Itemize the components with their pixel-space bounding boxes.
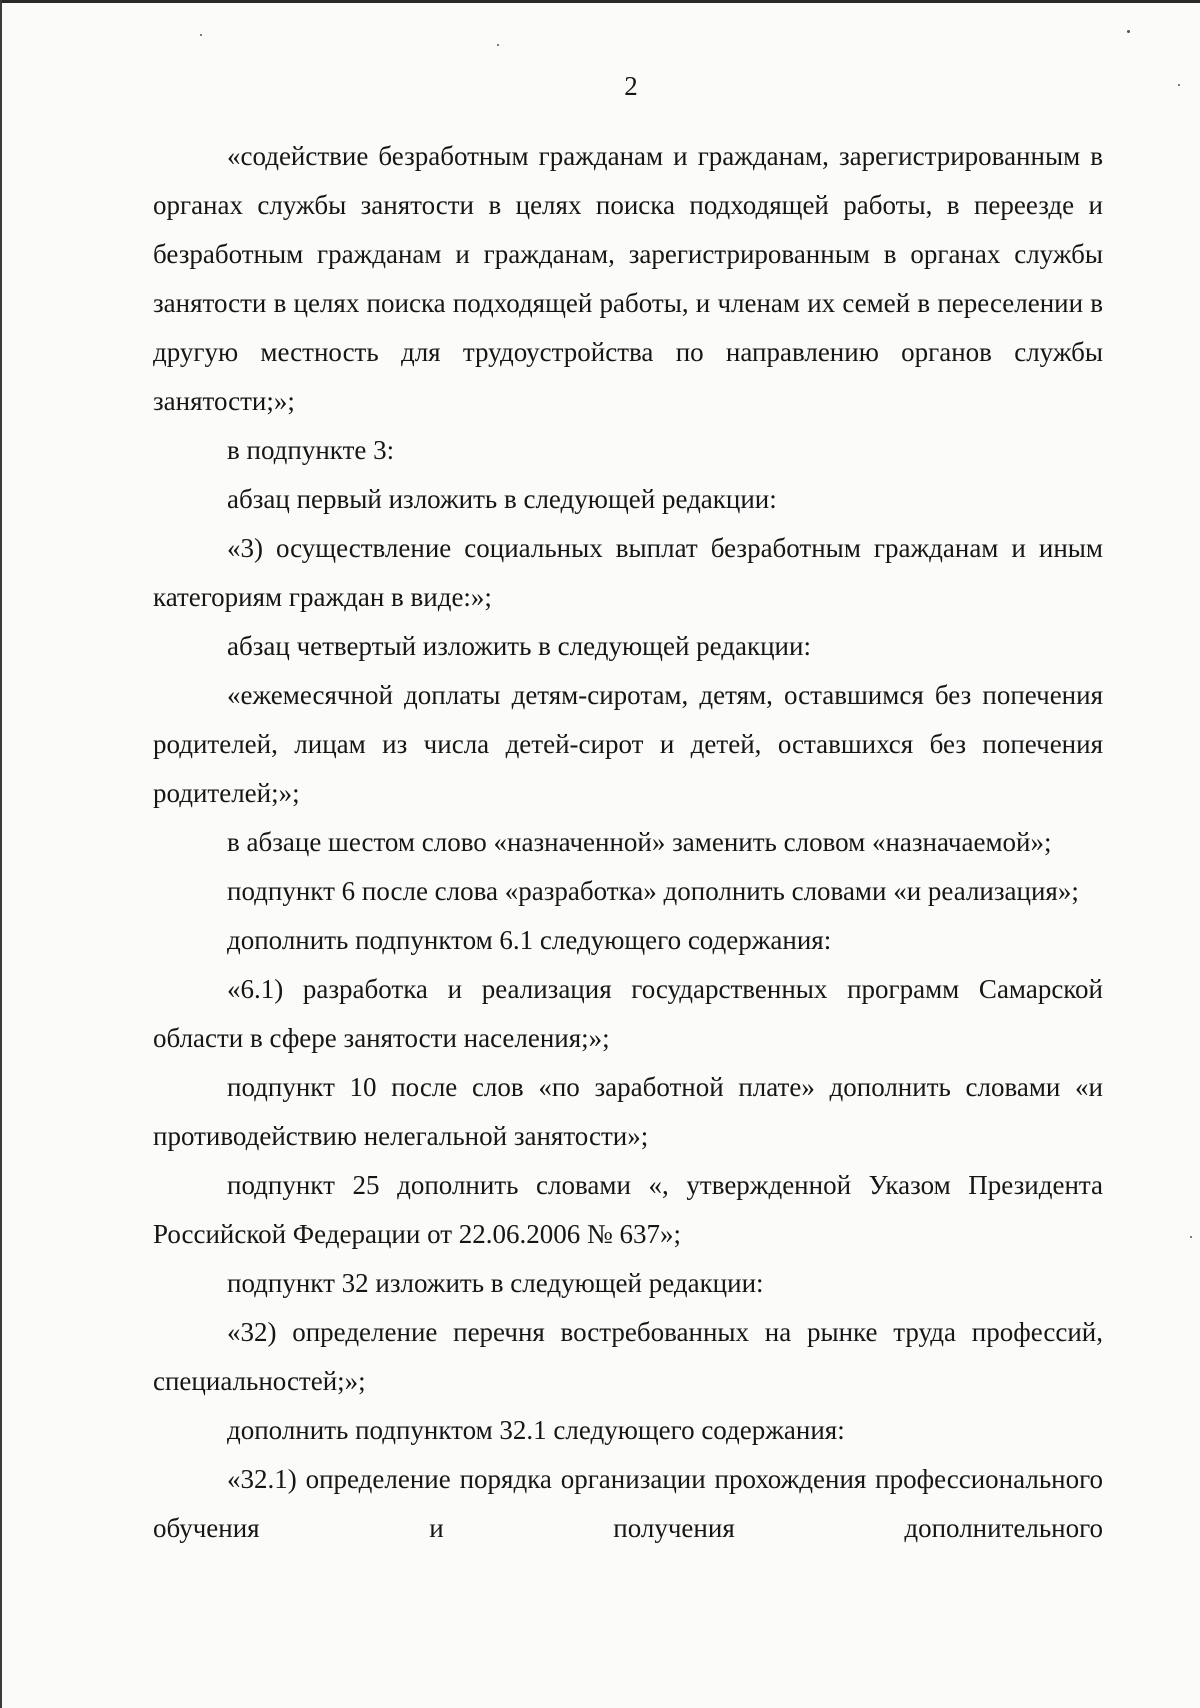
paragraph: подпункт 32 изложить в следующей редакции:	[227, 1268, 764, 1298]
paragraph: «3) осуществление социальных выплат безработным гражданам и иным категориям граждан в виде:»;	[153, 533, 1103, 612]
paragraph: подпункт 6 после слова «разработка» дополнить словами «и реализация»;	[227, 876, 1079, 906]
paragraph: «ежемесячной доплаты детям-сиротам, детям, оставшимся без попечения родителей, лицам из числа детей-сирот и детей, оставшихся без попечения родителей;»;	[153, 680, 1103, 808]
scan-edge-left	[0, 0, 2, 1708]
paragraph: «содействие безработным гражданам и гражданам, зарегистрированным в органах службы занятости в целях поиска подходящей работы, в переезде и безработным гражданам и гражданам, зарегистрированным в органах службы занятости в целях поиска подходящей работы, и членам их семей в переселении в другую местность для трудоустройства по направлению органов службы занятости;»;	[153, 141, 1103, 416]
paragraph: «6.1) разработка и реализация государственных программ Самарской области в сфере занятости населения;»;	[153, 974, 1103, 1053]
paragraph: в абзаце шестом слово «назначенной» заменить словом «назначаемой»;	[227, 827, 1052, 857]
scan-speck	[200, 34, 202, 36]
document-body	[153, 132, 1103, 1553]
paragraph: подпункт 25 дополнить словами «, утвержденной Указом Президента Российской Федерации от 22.06.2006 № 637»;	[153, 1170, 1103, 1249]
scan-speck	[1127, 30, 1130, 33]
paragraph: дополнить подпунктом 32.1 следующего содержания:	[227, 1415, 845, 1445]
paragraph: подпункт 10 после слов «по заработной плате» дополнить словами «и противодействию нелегальной занятости»;	[153, 1072, 1103, 1151]
paragraph: «32.1) определение порядка организации прохождения профессионального обучения и получения дополнительного	[153, 1464, 1103, 1543]
scan-speck	[1190, 1236, 1192, 1238]
paragraph: «32) определение перечня востребованных на рынке труда профессий, специальностей;»;	[153, 1317, 1103, 1396]
page-number: 2	[624, 71, 638, 101]
paragraph: в подпункте 3:	[227, 435, 395, 465]
scan-edge-top	[0, 0, 1200, 3]
scan-speck	[497, 44, 499, 46]
paragraph: абзац четвертый изложить в следующей редакции:	[227, 631, 811, 661]
paragraph: дополнить подпунктом 6.1 следующего содержания:	[227, 925, 832, 955]
paragraph: абзац первый изложить в следующей редакции:	[227, 484, 777, 514]
